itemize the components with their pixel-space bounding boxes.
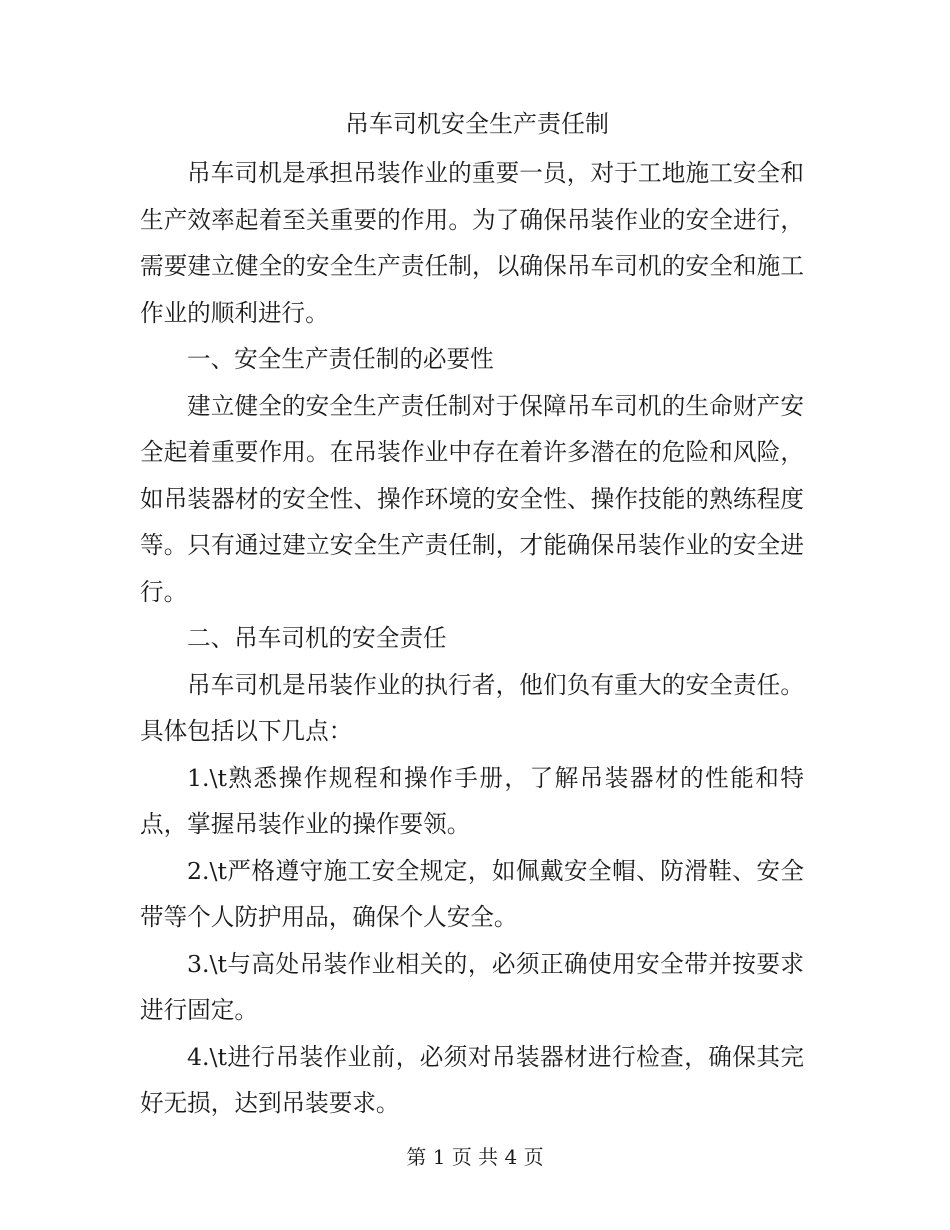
list-item: 4.\t进行吊装作业前，必须对吊装器材进行检查，确保其完好无损，达到吊装要求。 — [140, 1042, 804, 1117]
list-item: 1.\t熟悉操作规程和操作手册，了解吊装器材的性能和特点，掌握吊装作业的操作要领。 — [140, 763, 804, 838]
section-body-responsibility: 吊车司机是吊装作业的执行者，他们负有重大的安全责任。具体包括以下几点： — [140, 670, 804, 745]
page-number-footer: 第 1 页 共 4 页 — [406, 1145, 544, 1169]
section-body-necessity: 建立健全的安全生产责任制对于保障吊车司机的生命财产安全起着重要作用。在吊装作业中存在着许多潜在的危险和风险，如吊装器材的安全性、操作环境的安全性、操作技能的熟练程度等。只有通过建立安全生产责任制，才能确保吊装作业的安全进行。 — [140, 391, 804, 606]
section-heading-necessity: 一、安全生产责任制的必要性 — [187, 345, 494, 373]
document-title: 吊车司机安全生产责任制 — [345, 110, 609, 138]
document-body — [140, 104, 804, 1127]
section-heading-responsibility: 二、吊车司机的安全责任 — [187, 624, 447, 652]
list-item: 2.\t严格遵守施工安全规定，如佩戴安全帽、防滑鞋、安全带等个人防护用品，确保个人安全。 — [140, 856, 804, 931]
intro-paragraph: 吊车司机是承担吊装作业的重要一员，对于工地施工安全和生产效率起着至关重要的作用。为了确保吊装作业的安全进行，需要建立健全的安全生产责任制，以确保吊车司机的安全和施工作业的顺利进行。 — [140, 159, 804, 327]
list-item: 3.\t与高处吊装作业相关的，必须正确使用安全带并按要求进行固定。 — [140, 949, 804, 1024]
